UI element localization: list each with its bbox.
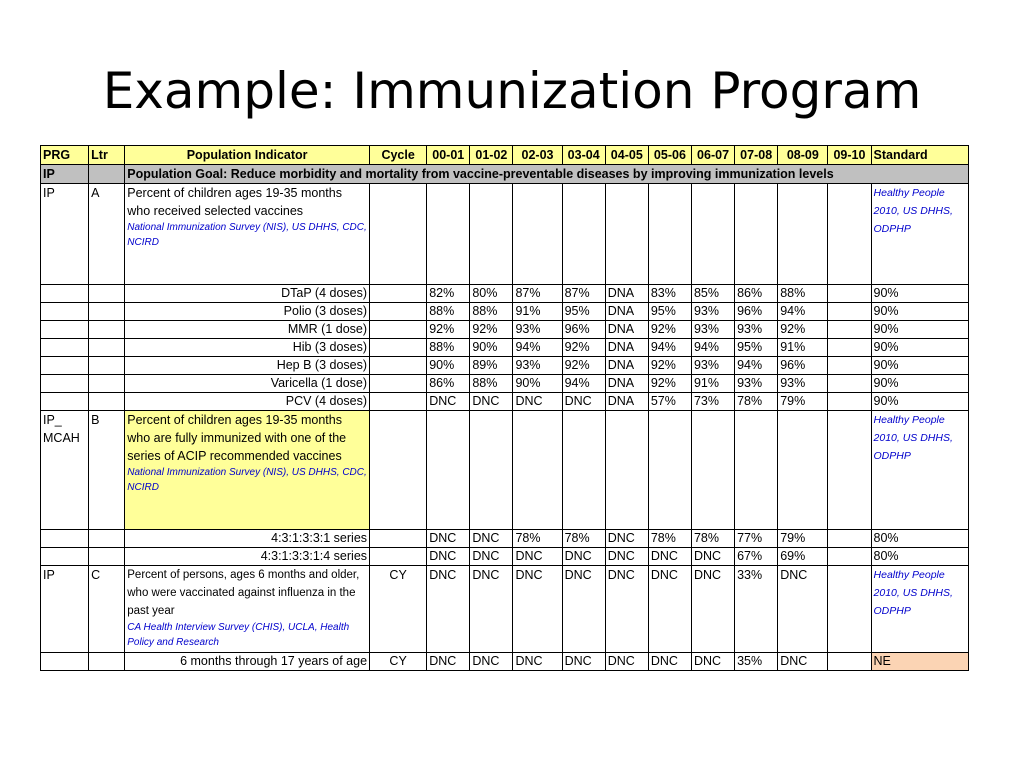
row-prg (41, 653, 89, 671)
value-cell: 83% (648, 285, 691, 303)
table-row (41, 357, 969, 375)
value-cell: 93% (691, 321, 734, 339)
value-cell: 86% (735, 285, 778, 303)
row-standard: 90% (871, 303, 968, 321)
row-cycle (370, 357, 427, 375)
row-prg (41, 285, 89, 303)
value-cell: DNC (605, 530, 648, 548)
value-cell: DNC (427, 653, 470, 671)
row-standard: 90% (871, 285, 968, 303)
value-cell: 93% (778, 375, 828, 393)
value-cell: DNC (605, 548, 648, 566)
value-cell: DNC (691, 653, 734, 671)
value-cell: 92% (648, 357, 691, 375)
col-header-02-03: 02-03 (513, 146, 562, 165)
value-cell: DNA (605, 375, 648, 393)
row-ltr (89, 303, 125, 321)
value-cell: 88% (778, 285, 828, 303)
value-cell: 77% (735, 530, 778, 548)
value-cell: DNC (691, 566, 734, 653)
value-cell (828, 321, 871, 339)
value-cell (828, 393, 871, 411)
col-header-07-08: 07-08 (735, 146, 778, 165)
row-prg (41, 357, 89, 375)
value-cell: 90% (513, 375, 562, 393)
goal-row (41, 165, 969, 184)
row-label: 4:3:1:3:3:1:4 series (125, 548, 370, 566)
row-standard: 90% (871, 375, 968, 393)
row-prg (41, 548, 89, 566)
table-row (41, 548, 969, 566)
row-cycle: CY (370, 653, 427, 671)
indicator-ltr: C (89, 566, 125, 653)
row-cycle (370, 375, 427, 393)
row-cycle (370, 303, 427, 321)
value-cell: DNC (427, 566, 470, 653)
value-cell: 92% (648, 321, 691, 339)
col-header-prg: PRG (41, 146, 89, 165)
col-header-09-10: 09-10 (828, 146, 871, 165)
col-header-05-06: 05-06 (648, 146, 691, 165)
value-cell: DNC (513, 653, 562, 671)
row-ltr (89, 285, 125, 303)
value-cell: DNC (470, 530, 513, 548)
value-cell: 86% (427, 375, 470, 393)
row-ltr (89, 530, 125, 548)
value-cell: 96% (562, 321, 605, 339)
row-standard: NE (871, 653, 968, 671)
table-row (41, 339, 969, 357)
value-cell: DNC (778, 653, 828, 671)
value-cell: DNC (562, 548, 605, 566)
immunization-table (40, 145, 969, 671)
row-cycle (370, 321, 427, 339)
value-cell: 95% (735, 339, 778, 357)
value-cell: DNC (648, 548, 691, 566)
value-cell: DNA (605, 285, 648, 303)
row-label: PCV (4 doses) (125, 393, 370, 411)
value-cell: DNC (562, 393, 605, 411)
indicator-source: National Immunization Survey (NIS), US DHHS, CDC, NCIRD (127, 467, 367, 493)
value-cell: 80% (470, 285, 513, 303)
value-cell: 78% (513, 530, 562, 548)
value-cell: 69% (778, 548, 828, 566)
indicator-standard: Healthy People 2010, US DHHS, ODPHP (871, 411, 968, 530)
row-ltr (89, 321, 125, 339)
row-standard: 90% (871, 357, 968, 375)
row-prg (41, 375, 89, 393)
value-cell: DNA (605, 357, 648, 375)
value-cell: 88% (427, 339, 470, 357)
value-cell: DNC (513, 548, 562, 566)
row-ltr (89, 653, 125, 671)
indicator-prg: IP_ MCAH (41, 411, 89, 530)
value-cell: 88% (470, 303, 513, 321)
table-row (41, 530, 969, 548)
value-cell: DNA (605, 339, 648, 357)
value-cell: DNC (470, 653, 513, 671)
indicator-prg: IP (41, 566, 89, 653)
indicator-description: Percent of children ages 19-35 months who received selected vaccines (127, 186, 342, 218)
value-cell: 35% (735, 653, 778, 671)
value-cell (828, 339, 871, 357)
row-prg (41, 321, 89, 339)
value-cell: 96% (735, 303, 778, 321)
indicator-ltr: A (89, 184, 125, 285)
value-cell: 93% (735, 321, 778, 339)
value-cell (828, 285, 871, 303)
row-label: MMR (1 dose) (125, 321, 370, 339)
row-standard: 90% (871, 393, 968, 411)
row-ltr (89, 375, 125, 393)
row-prg (41, 339, 89, 357)
row-standard: 90% (871, 339, 968, 357)
indicator-standard: Healthy People 2010, US DHHS, ODPHP (871, 566, 968, 653)
value-cell: DNC (513, 393, 562, 411)
indicator-prg: IP (41, 184, 89, 285)
value-cell: DNC (513, 566, 562, 653)
indicator-row-a (41, 184, 969, 285)
row-prg (41, 530, 89, 548)
value-cell: DNC (427, 530, 470, 548)
value-cell: 95% (562, 303, 605, 321)
table-row (41, 285, 969, 303)
value-cell: 91% (778, 339, 828, 357)
indicator-description: Percent of persons, ages 6 months and older, who were vaccinated against influenza in the past year (127, 569, 360, 617)
indicator-row-c (41, 566, 969, 653)
value-cell: 90% (470, 339, 513, 357)
value-cell: 94% (648, 339, 691, 357)
value-cell: 91% (513, 303, 562, 321)
row-standard: 80% (871, 548, 968, 566)
value-cell: DNC (778, 566, 828, 653)
row-ltr (89, 548, 125, 566)
row-standard: 80% (871, 530, 968, 548)
value-cell: 67% (735, 548, 778, 566)
value-cell: 79% (778, 530, 828, 548)
value-cell: 91% (691, 375, 734, 393)
value-cell: 78% (648, 530, 691, 548)
value-cell: 96% (778, 357, 828, 375)
value-cell: 82% (427, 285, 470, 303)
row-label: Polio (3 doses) (125, 303, 370, 321)
value-cell: DNC (470, 548, 513, 566)
col-header-06-07: 06-07 (691, 146, 734, 165)
row-ltr (89, 357, 125, 375)
indicator-text (125, 411, 370, 530)
value-cell: 90% (427, 357, 470, 375)
value-cell: DNA (605, 321, 648, 339)
row-label: Hib (3 doses) (125, 339, 370, 357)
value-cell: DNC (470, 566, 513, 653)
table-row (41, 653, 969, 671)
value-cell: DNC (562, 566, 605, 653)
value-cell: 93% (691, 357, 734, 375)
table-row (41, 375, 969, 393)
indicator-ltr: B (89, 411, 125, 530)
value-cell: 92% (470, 321, 513, 339)
value-cell: DNC (691, 548, 734, 566)
value-cell: 93% (735, 375, 778, 393)
value-cell (828, 566, 871, 653)
value-cell: DNA (605, 393, 648, 411)
col-header-cycle: Cycle (370, 146, 427, 165)
value-cell: 93% (691, 303, 734, 321)
value-cell: 94% (735, 357, 778, 375)
indicator-text (125, 566, 370, 653)
col-header-03-04: 03-04 (562, 146, 605, 165)
value-cell: 94% (562, 375, 605, 393)
value-cell: DNC (648, 653, 691, 671)
row-cycle (370, 530, 427, 548)
header-row (41, 146, 969, 165)
row-cycle (370, 339, 427, 357)
value-cell: 88% (470, 375, 513, 393)
value-cell: 92% (427, 321, 470, 339)
row-cycle (370, 285, 427, 303)
value-cell: 93% (513, 357, 562, 375)
value-cell: 85% (691, 285, 734, 303)
value-cell (828, 375, 871, 393)
col-header-01-02: 01-02 (470, 146, 513, 165)
value-cell: 87% (513, 285, 562, 303)
indicator-source: CA Health Interview Survey (CHIS), UCLA, Health Policy and Research (127, 622, 350, 648)
value-cell: DNC (562, 653, 605, 671)
value-cell: 87% (562, 285, 605, 303)
value-cell: 88% (427, 303, 470, 321)
col-header-00-01: 00-01 (427, 146, 470, 165)
row-label: 4:3:1:3:3:1 series (125, 530, 370, 548)
value-cell (828, 530, 871, 548)
indicator-standard: Healthy People 2010, US DHHS, ODPHP (871, 184, 968, 285)
row-cycle (370, 393, 427, 411)
value-cell: 92% (562, 357, 605, 375)
value-cell: 92% (648, 375, 691, 393)
value-cell: 78% (735, 393, 778, 411)
table-row (41, 303, 969, 321)
slide-title: Example: Immunization Program (102, 62, 922, 120)
value-cell: 57% (648, 393, 691, 411)
indicator-description: Percent of children ages 19-35 months who are fully immunized with one of the series of ACIP recommended vaccines (127, 413, 347, 463)
indicator-source: National Immunization Survey (NIS), US DHHS, CDC, NCIRD (127, 222, 367, 248)
row-label: Varicella (1 dose) (125, 375, 370, 393)
row-ltr (89, 393, 125, 411)
goal-ltr (89, 165, 125, 184)
value-cell (828, 303, 871, 321)
value-cell: DNC (470, 393, 513, 411)
col-header-ltr: Ltr (89, 146, 125, 165)
value-cell: 89% (470, 357, 513, 375)
value-cell: 94% (778, 303, 828, 321)
value-cell: 94% (691, 339, 734, 357)
goal-text: Population Goal: Reduce morbidity and mortality from vaccine-preventable diseases by improving immunization levels (125, 165, 969, 184)
col-header-indicator: Population Indicator (125, 146, 370, 165)
value-cell: 73% (691, 393, 734, 411)
value-cell: 92% (562, 339, 605, 357)
value-cell: 78% (691, 530, 734, 548)
value-cell: 92% (778, 321, 828, 339)
col-header-08-09: 08-09 (778, 146, 828, 165)
value-cell (828, 653, 871, 671)
value-cell: DNC (605, 653, 648, 671)
value-cell: 95% (648, 303, 691, 321)
value-cell: 79% (778, 393, 828, 411)
value-cell: 33% (735, 566, 778, 653)
value-cell: 94% (513, 339, 562, 357)
row-ltr (89, 339, 125, 357)
table-row (41, 321, 969, 339)
row-label: DTaP (4 doses) (125, 285, 370, 303)
value-cell (828, 548, 871, 566)
value-cell: DNA (605, 303, 648, 321)
value-cell: DNC (605, 566, 648, 653)
row-prg (41, 393, 89, 411)
value-cell (828, 357, 871, 375)
row-standard: 90% (871, 321, 968, 339)
row-label: 6 months through 17 years of age (125, 653, 370, 671)
value-cell: DNC (427, 548, 470, 566)
goal-prg: IP (41, 165, 89, 184)
row-cycle (370, 548, 427, 566)
row-label: Hep B (3 doses) (125, 357, 370, 375)
value-cell: DNC (427, 393, 470, 411)
value-cell: 93% (513, 321, 562, 339)
indicator-cycle: CY (370, 566, 427, 653)
row-prg (41, 303, 89, 321)
col-header-04-05: 04-05 (605, 146, 648, 165)
value-cell: DNC (648, 566, 691, 653)
col-header-standard: Standard (871, 146, 968, 165)
indicator-row-b (41, 411, 969, 530)
value-cell: 78% (562, 530, 605, 548)
indicator-text (125, 184, 370, 285)
table-row (41, 393, 969, 411)
